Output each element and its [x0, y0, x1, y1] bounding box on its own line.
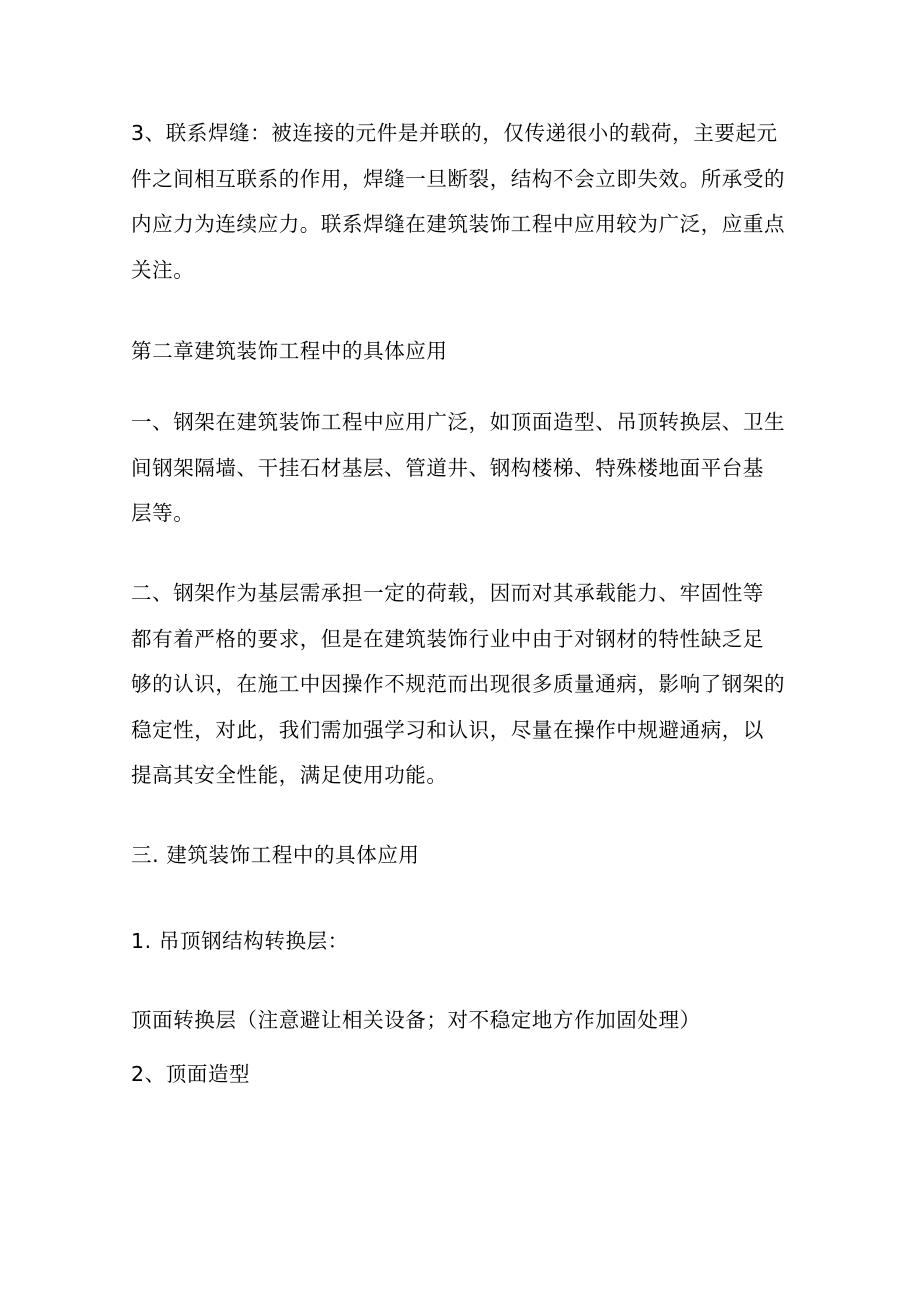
paragraph-line: 层等。 — [131, 501, 195, 525]
paragraph-line: 一、钢架在建筑装饰工程中应用广泛，如顶面造型、吊顶转换层、卫生 — [131, 410, 786, 434]
paragraph-steel-frame-requirements — [131, 571, 791, 799]
paragraph-line: 内应力为连续应力。联系焊缝在建筑装饰工程中应用较为广泛，应重点 — [131, 212, 786, 236]
paragraph-line: 3、联系焊缝：被连接的元件是并联的，仅传递很小的载荷，主要起元 — [131, 121, 778, 145]
paragraph-line: 够的认识，在施工中因操作不规范而出现很多质量通病，影响了钢架的 — [131, 672, 786, 696]
paragraph-line: 关注。 — [131, 257, 195, 282]
item-1-heading — [131, 919, 791, 965]
paragraph-line: 件之间相互联系的作用，焊缝一旦断裂，结构不会立即失效。所承受的 — [131, 166, 786, 191]
paragraph-line: 顶面转换层（注意避让相关设备；对不稳定地方作加固处理） — [131, 1008, 701, 1032]
section-3-heading — [131, 833, 791, 879]
paragraph-line: 间钢架隔墙、干挂石材基层、管道井、钢构楼梯、特殊楼地面平台基 — [131, 455, 764, 480]
paragraph-line: 都有着严格的要求，但是在建筑装饰行业中由于对钢材的特性缺乏足 — [131, 626, 764, 651]
chapter-2-heading — [131, 329, 791, 375]
heading-text: 2、顶面造型 — [131, 1062, 251, 1086]
paragraph-connection-welds — [131, 111, 791, 293]
item-2-heading — [131, 1052, 791, 1098]
paragraph-line: 二、钢架作为基层需承担一定的荷载，因而对其承载能力、牢固性等 — [131, 581, 764, 605]
heading-text: 1. 吊顶钢结构转换层： — [131, 929, 349, 953]
heading-text: 第二章建筑装饰工程中的具体应用 — [131, 339, 448, 363]
heading-text: 三. 建筑装饰工程中的具体应用 — [131, 843, 420, 867]
paragraph-steel-frame-uses — [131, 400, 791, 537]
paragraph-line: 稳定性，对此，我们需加强学习和认识，尽量在操作中规避通病，以 — [131, 717, 764, 742]
paragraph-line: 提高其安全性能，满足使用功能。 — [131, 763, 448, 787]
item-1-text — [131, 998, 791, 1044]
